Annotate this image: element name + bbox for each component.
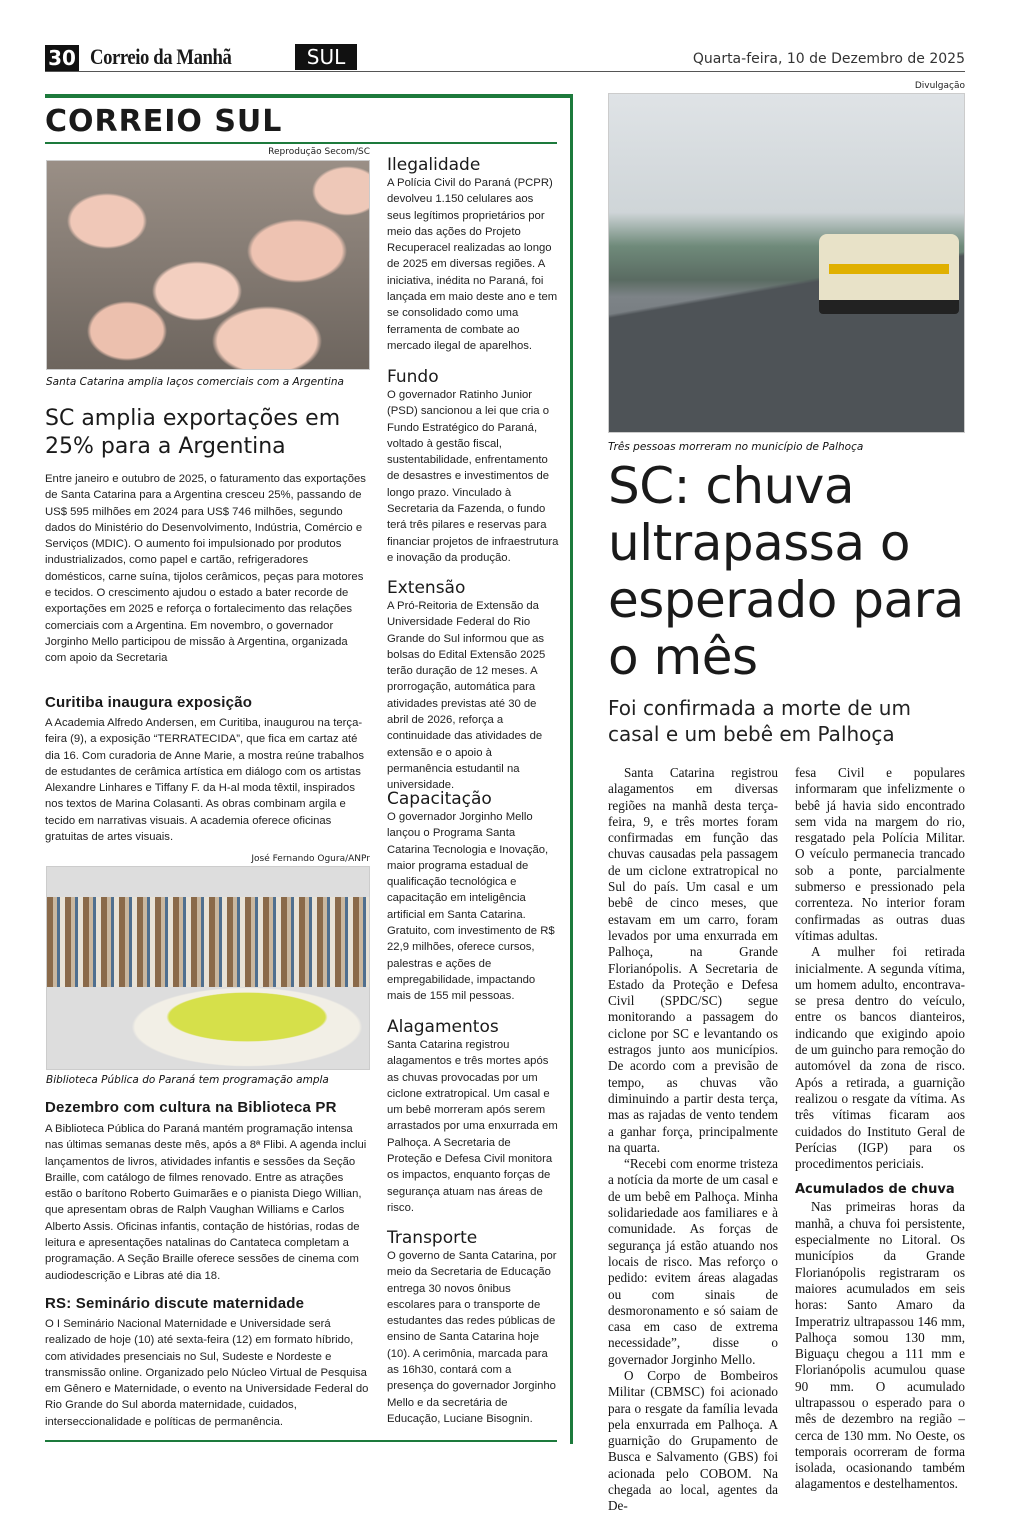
article-body: A Biblioteca Pública do Paraná mantém programação intensa nas últimas semanas deste mês, após a 8ª Flibi. A agenda inclui lançamentos de livros, atividades infantis e sessões da Seção Braille, com catálogo de filmes renovado. Entre as atrações estão o barítono Roberto Guimarães e o pianista Diego Willian, que apresentam obras de Ralph Vaughan Williams e Carlos Alberto Assis. Oficinas infantis, contação de histórias, rodas de leitura e apresentações natalinas do Cantateca completam a programação. A Seção Braille oferece sessões de cinema com audiodescrição e Libras até dia 18. <box>45 1123 367 1282</box>
green-rule-top <box>45 94 572 98</box>
photo-caption: Três pessoas morreram no município de Palhoça <box>608 441 864 453</box>
page-number: 30 <box>45 45 79 71</box>
issue-date: Quarta-feira, 10 de Dezembro de 2025 <box>692 51 965 67</box>
story-subheading: Acumulados de chuva <box>795 1182 955 1198</box>
photo-credit: Divulgação <box>914 81 965 91</box>
brief-title: Alagamentos <box>387 1017 499 1037</box>
police-car <box>819 234 959 314</box>
main-subhead: Foi confirmada a morte de um casal e um bebê em Palhoça <box>608 696 911 746</box>
photo-caption: Santa Catarina amplia laços comerciais com a Argentina <box>46 376 344 388</box>
flooded-road-photo <box>608 93 965 433</box>
story-paragraph: O Corpo de Bombeiros Militar (CBMSC) foi acionado para o resgate da família levada pela enxurrada em Palhoça. A guarnição do Grupamento de Busca e Salvamento (GBS) foi acionada pelo COBOM. Na chegada ao local, agentes da De- <box>608 1367 778 1514</box>
brief-body: O governador Jorginho Mello lançou o Programa Santa Catarina Tecnologia e Inovação, maior programa estadual de qualificação tecnológica e capacitação em inteligência artificial em Santa Catarina. Gratuito, com investimento de R$ 22,9 milhões, oferece cursos, palestras e ações de empregabilidade, impactando mais de 155 mil pessoas. <box>387 811 555 1003</box>
article-body: O I Seminário Nacional Maternidade e Universidade será realizado de hoje (10) até sexta-feira (12) em formato híbrido, com atividades presenciais no Sul, Sudeste e Nordeste e transmissão online. Organizado pelo Núcleo Virtual de Pesquisa em Gênero e Maternidade, o evento na Universidade Federal do Rio Grande do Sul aborda maternidade, cuidados, interseccionalidade e políticas de permanência. <box>45 1318 369 1428</box>
brief-title: Transporte <box>387 1228 478 1248</box>
brief-title: Ilegalidade <box>387 155 481 175</box>
photo-credit: Reprodução Secom/SC <box>268 147 370 157</box>
article-title: Dezembro com cultura na Biblioteca PR <box>45 1099 337 1116</box>
brief-item <box>387 789 559 1017</box>
brief-item <box>387 578 559 792</box>
library-photo <box>46 866 370 1070</box>
green-rule-kicker <box>45 142 557 144</box>
section-kicker: CORREIO SUL <box>45 104 283 139</box>
brief-title: Extensão <box>387 578 466 598</box>
story-column-2 <box>795 765 965 1493</box>
main-headline: SC: chuva ultrapassa o esperado para o mês <box>608 457 964 686</box>
article-title: SC amplia exportações em 25% para a Argentina <box>45 406 341 459</box>
story-paragraph: Nas primeiras horas da manhã, a chuva foi persistente, especialmente no Litoral. Os municípios da Grande Florianópolis registraram os maiores acumulados em seis horas: Santo Amaro da Imperatriz ultrapassou 146 mm, Palhoça somou 130 mm, Biguaçu chegou a 111 mm e Florianópolis acumulou quase 90 mm. O acumulado ultrapassou o esperado para o mês de dezembro na região – cerca de 130 mm. No Oeste, os temporais ocorreram de forma isolada, ocasionando também alagamentos e destelhamentos. <box>795 1199 965 1492</box>
brief-body: Santa Catarina registrou alagamentos e três mortes após as chuvas provocadas por um ciclone extratropical. Um casal e um bebê morreram após serem arrastados por uma enxurrada em Palhoça. A Secretaria de Proteção e Defesa Civil monitora os impactos, enquanto forças de segurança atuam nas áreas de risco. <box>387 1039 558 1214</box>
brief-item <box>387 1017 559 1228</box>
green-rule-bottom <box>45 1440 557 1442</box>
article-title: Curitiba inaugura exposição <box>45 694 253 711</box>
brief-body: A Pró-Reitoria de Extensão da Universidade Federal do Rio Grande do Sul informou que as bolsas do Edital Extensão 2025 terão duração de 12 meses. A prorrogação, automática para atividades previstas até 30 de abril de 2026, reforça a continuidade das atividades de extensão e o apoio à permanência estudantil na universidade. <box>387 600 546 792</box>
brief-title: Fundo <box>387 367 439 387</box>
photo-caption: Biblioteca Pública do Paraná tem programação ampla <box>46 1074 329 1086</box>
photo-credit: José Fernando Ogura/ANPr <box>251 854 370 864</box>
story-column-1 <box>608 765 778 1515</box>
story-paragraph: A mulher foi retirada inicialmente. A segunda vítima, um homem adulto, encontrava-se presa dentro do veículo, entre os bancos dianteiros, indicando que exigindo apoio de um guincho para remoção do automóvel da zona de risco. Após a retirada, a guarnição realizou o resgate da vítima. As três vítimas ficaram aos cuidados do Instituto Geral de Perícias (IGP) para os procedimentos periciais. <box>795 944 965 1172</box>
section-label: SUL <box>295 44 357 70</box>
pigs-photo <box>46 160 370 370</box>
masthead-logo: Correio da Manhã <box>90 44 232 69</box>
brief-title: Capacitação <box>387 789 492 809</box>
article-body: A Academia Alfredo Andersen, em Curitiba, inaugurou na terça-feira (9), a exposição “TERRATECIDA”, que fica em cartaz até dia 16. Com curadoria de Anne Marie, a mostra reúne trabalhos de estudantes de cerâmica artística em diálogo com os artistas Alexandre Linhares e Tiffany F. da H-al moda têxtil, inspirados nos textos de Marina Colasanti. As obras combinam argila e tecido em narrativas visuais. A academia oferece oficinas gratuitas de artes visuais. <box>45 717 364 844</box>
header-rule <box>45 71 965 72</box>
story-paragraph: Santa Catarina registrou alagamentos em diversas regiões na manhã desta terça-feira, 9, e três mortes foram confirmadas em função das chuvas causadas pela passagem de um ciclone extratropical no Sul do país. Um casal e um bebê de cinco meses, que estavam em um carro, foram levados por uma enxurrada em Palhoça, na Grande Florianópolis. A Secretaria de Estado da Proteção e Defesa Civil (SPDC/SC) segue monitorando a passagem do ciclone por SC e levantando os estragos junto aos municípios. De acordo com a previsão de tempo, as chuvas vão diminuindo a partir desta terça, mas as rajadas de vento tendem a ganhar força, principalmente na quarta. <box>608 765 778 1155</box>
article-title: RS: Seminário discute maternidade <box>45 1295 305 1312</box>
brief-item <box>387 155 559 367</box>
brief-body: O governador Ratinho Junior (PSD) sancionou a lei que cria o Fundo Estratégico do Paraná, voltado à gestão fiscal, sustentabilidade, enfrentamento de desastres e investimentos de longo prazo. Vinculado à Secretaria da Fazenda, o fundo terá três pilares e reservas para financiar projetos de infraestrutura e inovação da produção. <box>387 389 559 564</box>
brief-item <box>387 367 559 578</box>
brief-body: A Polícia Civil do Paraná (PCPR) devolveu 1.150 celulares aos seus legítimos proprietários por meio das ações do Projeto Recuperacel realizadas ao longo de 2025 em diversas regiões. A iniciativa, inédita no Paraná, foi lançada em maio deste ano e tem se consolidado como uma ferramenta de combate ao mercado ilegal de aparelhos. <box>387 177 558 352</box>
article-body: Entre janeiro e outubro de 2025, o faturamento das exportações de Santa Catarina para a Argentina cresceu 25%, passando de US$ 595 milhões em 2024 para US$ 746 milhões, segundo dados do Ministério do Desenvolvimento, Indústria, Comércio e Serviços (MDIC). O aumento foi impulsionado por produtos industrializados, como papel e cartão, refrigeradores domésticos, carne suína, tijolos cerâmicos, peças para motores e tecidos. O crescimento ajudou o estado a bater recorde de exportações em 2025 e reforça o fortalecimento das relações comerciais com a Argentina. Em novembro, o governador Jorginho Mello participou de missão à Argentina, organizada com apoio da Secretaria <box>45 473 366 665</box>
story-paragraph: “Recebi com enorme tristeza a notícia da morte de um casal e de um bebê em Palhoça. Minha solidariedade aos familiares e à comunidade. As forças de segurança já estão atuando nos locais de risco. Mas reforço o pedido: evitem áreas alagadas ou com sinais de desmoronamento e só saiam de casa em caso de extrema necessidade”, disse o governador Jorginho Mello. <box>608 1156 778 1367</box>
brief-body: O governo de Santa Catarina, por meio da Secretaria de Educação entrega 30 novos ônibus escolares para o transporte de estudantes das redes públicas de ensino de Santa Catarina hoje (10). A cerimônia, marcada para as 16h30, contará com a presença do governador Jorginho Mello e da secretária de Educação, Luciane Bisognin. <box>387 1250 557 1425</box>
brief-item <box>387 1228 559 1427</box>
green-rule-vertical <box>570 94 573 1444</box>
story-paragraph: fesa Civil e populares informaram que infelizmente o bebê já havia sido encontrado sem vida na margem do rio, resgatado pela Polícia Militar. O veículo permanecia trancado sob a ponte, parcialmente submerso e pressionado pela correnteza. No interior foram confirmadas as outras duas vítimas adultas. <box>795 765 965 943</box>
